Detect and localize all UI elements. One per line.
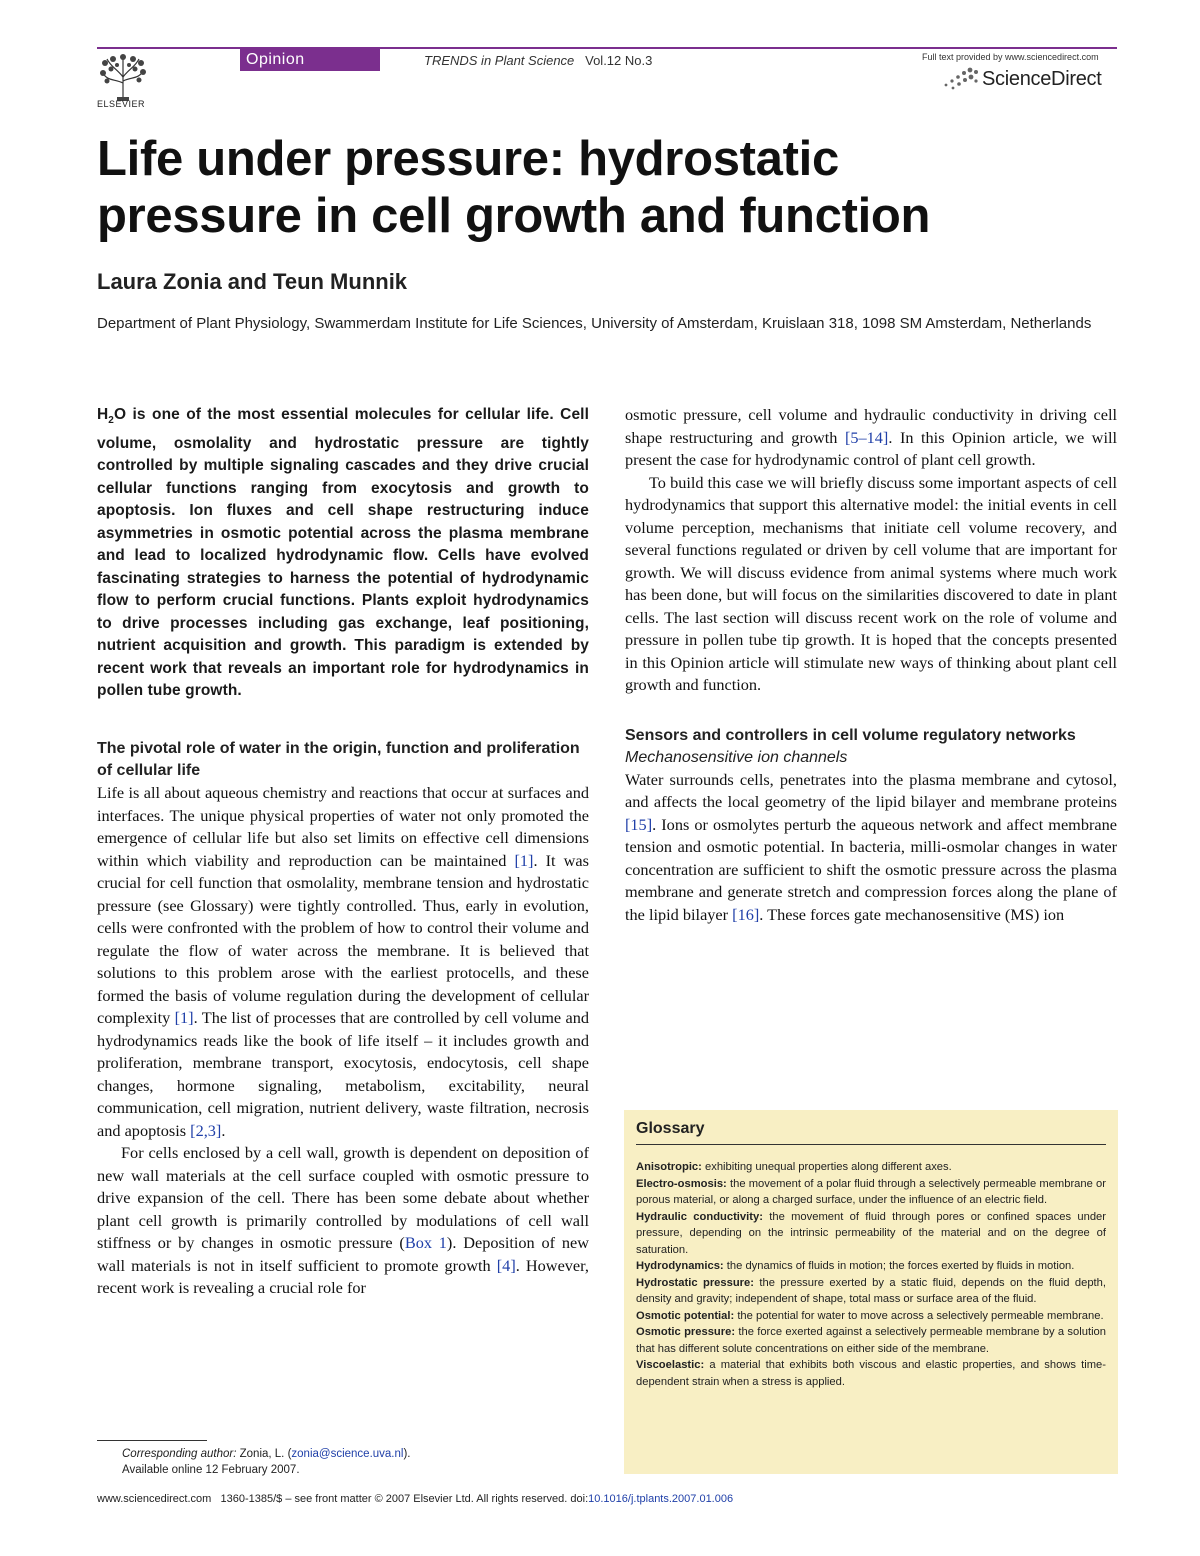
corresponding-author (122, 1446, 410, 1462)
glossary-term: Electro-osmosis: (636, 1177, 727, 1190)
section-1-heading: The pivotal role of water in the origin, function and proliferation of cellular life (97, 740, 580, 779)
elsevier-tree-logo-icon (97, 53, 149, 103)
text-run: ). Deposition of new wall materials is not in itself sufficient to promote growth (97, 1233, 589, 1275)
abstract (97, 404, 589, 703)
citation-link[interactable]: [5–14] (844, 427, 889, 447)
glossary-entry (636, 1324, 1106, 1357)
citation-link[interactable]: [15] (625, 814, 653, 834)
glossary-title: Glossary (636, 1120, 1106, 1145)
text-run: Life is all about aqueous chemistry and reactions that occur at surfaces and interfaces. The unique physical properties of water not only promoted the emergence of cellular life but also set limits on effective cell dimensions within which viability and reproduction can be maintained (97, 783, 589, 870)
glossary-definition: the movement of fluid through pores or confined spaces under pressure, depending on the intrinsic permeability of the material and on the degree of saturation. (636, 1210, 1106, 1256)
text-run: . The list of processes that are controlled by cell volume and hydrodynamics reads like the book of life itself – it includes growth and proliferation, membrane transport, exocytosis, endocytosis, cell shape changes, hormone signaling, metabolism, excitability, neural communication, cell migration, nutrient delivery, waste filtration, necrosis and apoptosis (97, 1008, 589, 1140)
text-run: . In this Opinion article, we will present the case for hydrodynamic control of plant cell growth. (625, 427, 1118, 469)
citation-link[interactable]: [4] (496, 1255, 516, 1275)
text-run: osmotic pressure, cell volume and hydraulic conductivity in driving cell shape restructuring and growth (625, 405, 1117, 447)
glossary-definition: the force exerted against a selectively permeable membrane by a solution that has different solute concentrations on either side of the membrane. (636, 1326, 1106, 1355)
right-paragraph-2: To build this case we will briefly discuss some important aspects of cell hydrodynamics that support this alternative model: the initial events in cell volume perception, mechanisms that initiate cell volume recovery, and several functions regulated or driven by cell volume that are important for growth. We will discuss evidence from animal systems where much work has been done, but will focus on the similarities discovered to date in plant cells. The last section will discuss recent work on the role of volume and pressure in pollen tube tip growth. It is hoped that the concepts presented in this Opinion article will stimulate new ways of thinking about plant cell growth and function. (625, 472, 1117, 694)
glossary-term: Anisotropic: (636, 1161, 702, 1173)
glossary-term: Hydrostatic pressure: (636, 1276, 754, 1289)
journal-volume: Vol.12 No.3 (585, 53, 653, 68)
abstract-h: H (97, 406, 109, 423)
text-run: . However, recent work is revealing a crucial role for (97, 1255, 590, 1297)
citation-link[interactable]: [1] (514, 850, 534, 870)
journal-name: TRENDS in Plant Science (424, 53, 575, 68)
glossary-entry (636, 1209, 1106, 1259)
sciencedirect-dots-icon (940, 66, 980, 92)
email-link[interactable]: zonia@science.uva.nl (291, 1448, 404, 1460)
sciencedirect-logo-text[interactable]: ScienceDirect (982, 68, 1102, 90)
box-link[interactable]: Box 1 (404, 1233, 447, 1252)
right-column (625, 404, 1117, 926)
article-affiliation: Department of Plant Physiology, Swammerdam Institute for Life Sciences, University of Amsterdam, Kruislaan 318, 1098 SM Amsterdam, Netherlands (97, 315, 1092, 332)
footnote-name: Zonia, L. ( (236, 1448, 292, 1460)
right-paragraph-1 (625, 404, 1117, 472)
glossary-term: Hydrodynamics: (636, 1260, 724, 1272)
text-run: . Ions or osmolytes perturb the aqueous network and affect membrane tension and osmotic potential. In bacteria, milli-osmolar changes in water concentration are sufficient to shift the osmotic pressure across the plasma membrane and generate stretch and compression forces along the plane of the lipid bilayer (625, 814, 1117, 924)
glossary-definition: the dynamics of fluids in motion; the forces exerted by fluids in motion. (723, 1260, 1075, 1272)
glossary-definition: the movement of a polar fluid through a selectively permeable membrane or porous material, or along a charged surface, under the influence of an electric field. (636, 1177, 1106, 1206)
fulltext-note[interactable]: Full text provided by www.sciencedirect.com (922, 52, 1099, 62)
glossary-entry (636, 1357, 1106, 1390)
glossary-entry (636, 1275, 1106, 1308)
text-run: . It was crucial for cell function that osmolality, membrane tension and hydrostatic pressure (see Glossary) were tightly controlled. Thus, early in evolution, cells were confronted with the problem of how to control their volume and regulate the flow of water across the membrane. It is believed that solutions to this problem arose with the earliest protocells, and these formed the basis of volume regulation during the development of cellular complexity (97, 850, 589, 1027)
section-1-body (97, 782, 589, 1300)
section-label: Opinion (240, 49, 380, 71)
glossary-definition: exhibiting unequal properties along different axes. (701, 1161, 952, 1173)
section-1-paragraph-2 (97, 1142, 589, 1300)
footer-site-link[interactable]: www.sciencedirect.com (97, 1493, 212, 1505)
publisher-logo-text: ELSEVIER (97, 99, 146, 109)
glossary-term: Osmotic potential: (636, 1309, 735, 1322)
journal-info (424, 53, 652, 68)
citation-link[interactable]: [1] (174, 1008, 194, 1027)
text-run: For cells enclosed by a cell wall, growth is dependent on deposition of new wall materials at the cell surface coupled with osmotic pressure to drive expansion of the cell. There has been some debate about whether plant cell growth is primarily controlled by modulations of cell wall stiffness or by changes in osmotic pressure ( (97, 1143, 589, 1252)
glossary-term: Viscoelastic: (636, 1359, 705, 1371)
footnote-label: Corresponding author: (122, 1448, 237, 1460)
right-paragraph-3 (625, 769, 1117, 927)
article-authors: Laura Zonia and Teun Munnik (97, 269, 408, 294)
text-run: ). (403, 1448, 411, 1460)
glossary-box (624, 1110, 1118, 1474)
citation-link[interactable]: [16] (732, 904, 760, 924)
text-run: . (221, 1120, 226, 1140)
glossary-definition: the pressure exerted by a static fluid, depends on the fluid depth, density and gravity; independent of shape, total mass or surface area of the fluid. (636, 1276, 1106, 1305)
available-online: Available online 12 February 2007. (122, 1464, 300, 1476)
abstract-o: O (113, 406, 127, 423)
article-title-line-2: pressure in cell growth and function (97, 189, 931, 243)
text-run: Water surrounds cells, penetrates into the plasma membrane and cytosol, and affects the local geometry of the lipid bilayer and membrane proteins (625, 769, 1117, 811)
glossary-definition: a material that exhibits both viscous and elastic properties, and shows time-dependent strain when a stress is applied. (636, 1359, 1106, 1388)
right-column-body-2 (625, 769, 1117, 927)
article-title (97, 131, 1097, 245)
glossary-entry (636, 1176, 1106, 1209)
glossary-term: Osmotic pressure: (636, 1326, 736, 1338)
abstract-sub: 2 (108, 415, 114, 427)
right-column-body (625, 404, 1117, 697)
glossary-entry (636, 1258, 1106, 1275)
glossary-entry (636, 1308, 1106, 1325)
citation-link[interactable]: [2,3] (190, 1120, 222, 1140)
section-1 (97, 738, 589, 1300)
text-run: . These forces gate mechanosensitive (MS) ion (759, 904, 1065, 924)
spacer (625, 697, 1117, 725)
glossary-term: Hydraulic conductivity: (636, 1210, 763, 1223)
abstract-text: is one of the most essential molecules for cellular life. Cell volume, osmolality and hydrostatic pressure are tightly controlled by multiple signaling cascades and they drive crucial cellular functions ranging from exocytosis and growth to apoptosis. Ion fluxes and cell shape restructuring induce asymmetries in osmotic potential across the plasma membrane and lead to localized hydrodynamic flow. Cells have evolved fascinating strategies to harness the potential of hydrodynamic flow to perform crucial functions. Plants exploit hydrodynamics to drive processes including gas exchange, leaf positioning, nutrient acquisition and growth. This paradigm is extended by recent work that reveals an important role for hydrodynamics in pollen tube growth. (97, 406, 589, 700)
footnote (122, 1446, 410, 1478)
footnote-rule (97, 1440, 207, 1441)
glossary-entry (636, 1159, 1106, 1176)
section-1-paragraph-1 (97, 782, 589, 1142)
page-footer (97, 1493, 733, 1505)
article-title-line-1: Life under pressure: hydrostatic (97, 132, 839, 186)
doi-link[interactable]: 10.1016/j.tplants.2007.01.006 (588, 1493, 734, 1505)
section-2-heading: Sensors and controllers in cell volume regulatory networks (625, 726, 1076, 744)
footer-info: 1360-1385/$ – see front matter © 2007 Elsevier Ltd. All rights reserved. doi: (211, 1493, 589, 1505)
glossary-definition: the potential for water to move across a selectively permeable membrane. (734, 1309, 1104, 1322)
section-2-subheading: Mechanosensitive ion channels (625, 748, 848, 766)
